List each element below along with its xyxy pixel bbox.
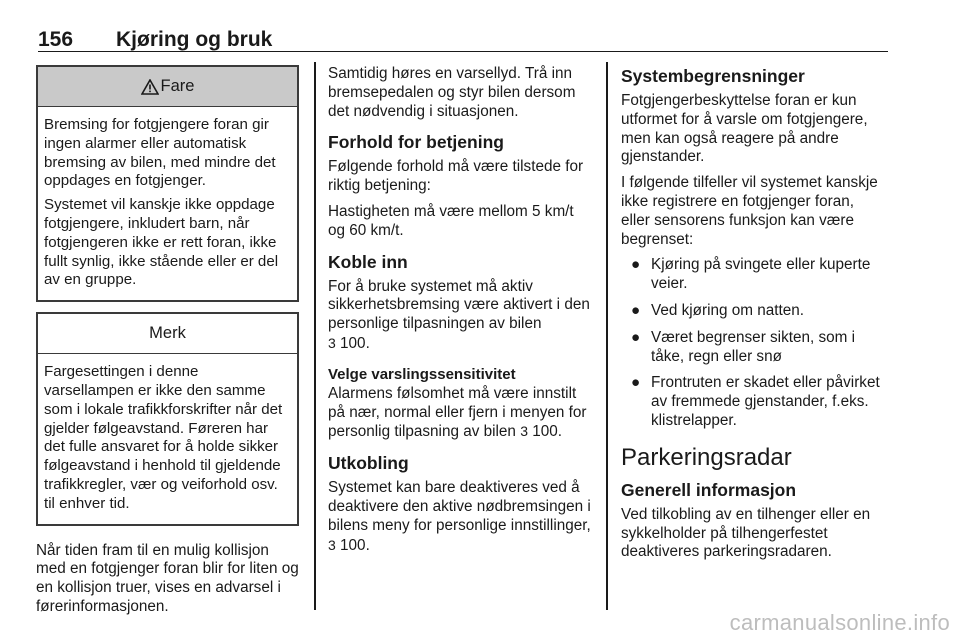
- note-box-title: Merk: [149, 324, 186, 343]
- activate-text: For å bruke systemet må aktiv sikkerhetsbremsing være aktivert i den personlige tilpasningen av bilen: [328, 277, 590, 333]
- bullet-icon: ●: [631, 328, 641, 346]
- note-paragraph: Fargesettingen i denne varsellampen er ikke den samme som i lokale trafikkforskrifter når det gjelder følgeavstand. Føreren har det fulle ansvaret for å holde sikker følgeavstand i henhold til gjeldende trafikkregler, vær og veiforhold osv. til enhver tid.: [44, 363, 283, 512]
- activate-paragraph: [328, 278, 594, 354]
- section-heading-activate: Koble inn: [328, 251, 408, 272]
- list-item: ● Frontruten er skadet eller påvirket av fremmede gjenstander, f.eks. klistrelapper.: [631, 374, 880, 429]
- page-reference-symbol: 3: [328, 536, 336, 553]
- chapter-heading-parking-radar: Parkeringsradar: [621, 443, 792, 471]
- warning-paragraph: Bremsing for fotgjengere foran gir ingen alarmer eller automatisk bremsing av bilen, med mindre det oppdages en fotgjenger.: [44, 116, 276, 190]
- page-reference-number[interactable]: 100.: [340, 334, 370, 352]
- intro-paragraph: Samtidig høres en varsellyd. Trå inn bremsepedalen og styr bilen dersom det nødvendig i situasjonen.: [328, 65, 576, 120]
- limitations-list: [621, 256, 887, 430]
- limits-paragraph: I følgende tilfeller vil systemet kanskje ikke registrere en fotgjenger foran, eller sensorens funksjon kan være begrenset:: [621, 174, 878, 248]
- note-box: [36, 312, 299, 525]
- column-1: [36, 65, 299, 624]
- sensitivity-text: Alarmens følsomhet må være innstilt på nær, normal eller fjern i menyen for personlig tilpasning av bilen: [328, 384, 587, 441]
- section-heading-conditions: Forhold for betjening: [328, 132, 504, 153]
- page-reference-number[interactable]: 100.: [340, 536, 370, 554]
- page-number: 156: [38, 28, 74, 51]
- column-2: [328, 65, 594, 562]
- bullet-icon: ●: [631, 256, 641, 274]
- list-item: ● Ved kjøring om natten.: [631, 301, 805, 319]
- list-item: ● Været begrenser sikten, som i tåke, regn eller snø: [631, 328, 856, 365]
- limits-paragraph: Fotgjengerbeskyttelse foran er kun utformet for å varsle om fotgjengere, men kan også reagere på andre gjenstander.: [621, 92, 868, 166]
- section-heading-general-info: Generell informasjon: [621, 479, 797, 500]
- warning-box-body: [38, 107, 297, 300]
- column-divider-right: [606, 62, 608, 610]
- list-item: ● Kjøring på svingete eller kuperte veier.: [631, 256, 871, 293]
- parking-paragraph: Ved tilkobling av en tilhenger eller en sykkelholder på tilhengerfestet deaktiveres parkeringsradaren.: [621, 505, 871, 561]
- warning-box-title: Fare: [160, 77, 195, 96]
- conditions-paragraph: Følgende forhold må være tilstede for riktig betjening:: [328, 158, 584, 195]
- page-header: [38, 22, 888, 52]
- warning-paragraph: Systemet vil kanskje ikke oppdage fotgjengere, inkludert barn, når fotgjengeren ikke er rett foran, ikke fullt synlig, ikke stående eller er del av en gruppe.: [44, 196, 279, 289]
- note-box-body: [38, 354, 297, 523]
- collision-warning-paragraph: Når tiden fram til en mulig kollisjon med en fotgjenger foran blir for liten og en kollisjon truer, vises en advarsel i førerinformasjonen.: [36, 541, 299, 615]
- warning-box-header: [38, 67, 297, 107]
- note-box-header: [38, 314, 297, 354]
- subsection-heading-sensitivity: Velge varslingssensitivitet: [328, 365, 516, 383]
- page-reference-symbol: 3: [520, 423, 528, 440]
- sensitivity-paragraph: [328, 385, 594, 442]
- column-3: [621, 65, 887, 569]
- deactivate-paragraph: [328, 479, 594, 555]
- section-heading-deactivate: Utkobling: [328, 453, 409, 474]
- deactivate-text: Systemet kan bare deaktiveres ved å deaktivere den aktive nødbremsingen i bilens meny for personlige innstillinger,: [328, 479, 591, 534]
- warning-triangle-icon: [141, 79, 159, 95]
- column-divider-left: [314, 62, 316, 610]
- bullet-icon: ●: [631, 301, 641, 319]
- page-reference-symbol: 3: [328, 334, 336, 351]
- page-title: Kjøring og bruk: [116, 28, 273, 51]
- page-reference-number[interactable]: 100.: [532, 423, 563, 441]
- watermark-text: carmanualsonline.info: [729, 610, 950, 635]
- speed-paragraph: Hastigheten må være mellom 5 km/t og 60 km/t.: [328, 202, 574, 239]
- warning-box: [36, 65, 299, 302]
- section-heading-limits: Systembegrensninger: [621, 66, 805, 86]
- bullet-icon: ●: [631, 374, 641, 392]
